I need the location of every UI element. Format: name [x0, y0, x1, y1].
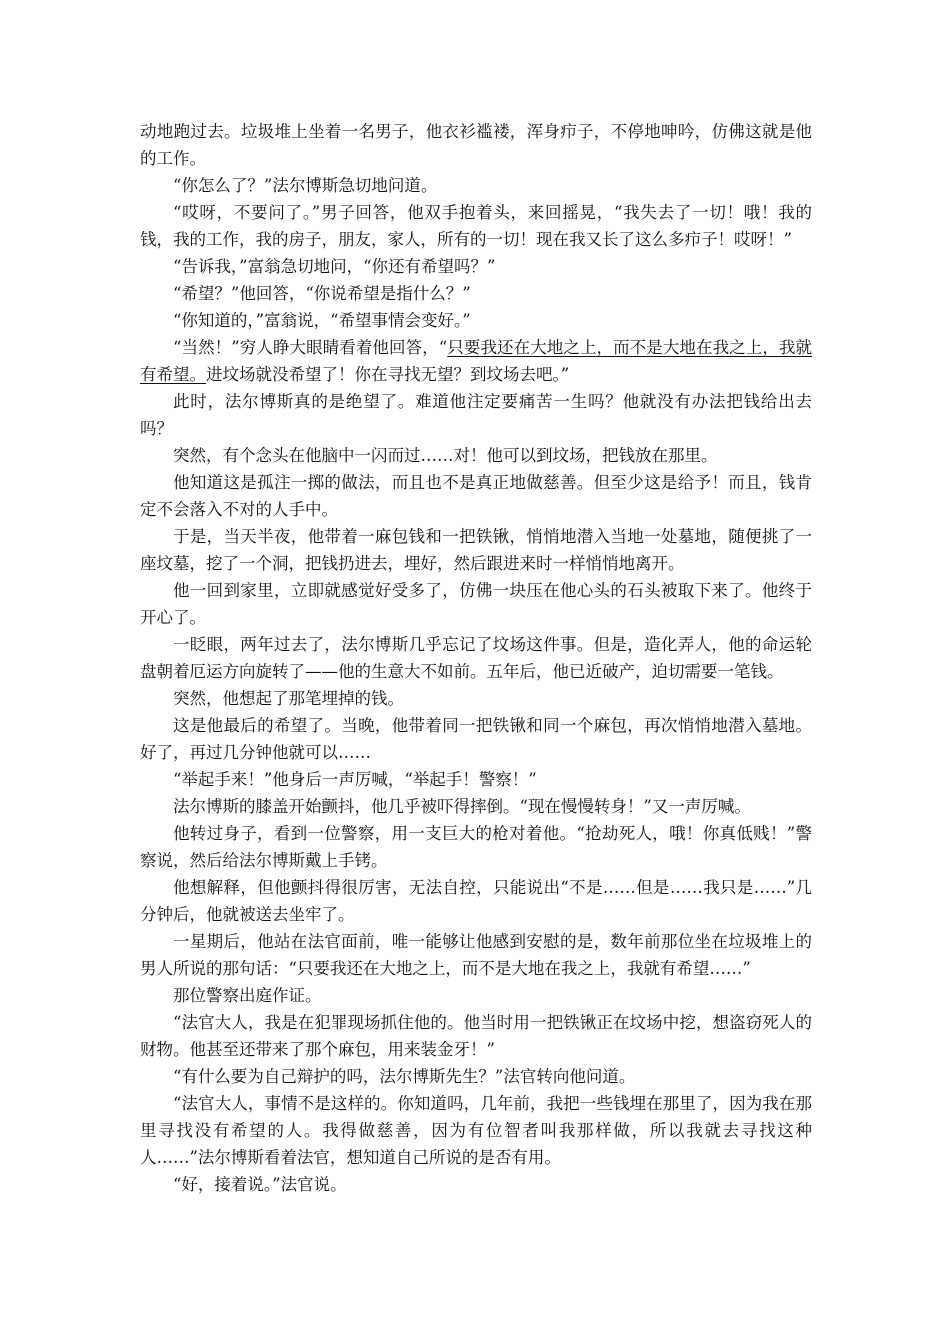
paragraph: “你怎么了？”法尔博斯急切地问道。: [173, 176, 438, 195]
paragraph: 此时，法尔博斯真的是绝望了。难道他注定要痛苦一生吗？他就没有办法把钱给出去吗？: [140, 392, 812, 438]
paragraph: 法尔博斯的膝盖开始颤抖，他几乎被吓得摔倒。“现在慢慢转身！”又一声厉喊。: [173, 797, 751, 816]
paragraph: 他一回到家里，立即就感觉好受多了，仿佛一块压在他心头的石头被取下来了。他终于开心了。: [140, 581, 812, 627]
paragraph: 一星期后，他站在法官面前，唯一能够让他感到安慰的是，数年前那位坐在垃圾堆上的男人所说的那句话：“只要我还在大地之上，而不是大地在我之上，我就有希望……”: [140, 932, 812, 978]
paragraph: 动地跑过去。垃圾堆上坐着一名男子，他衣衫褴褛，浑身疖子，不停地呻吟，仿佛这就是他的工作。: [140, 122, 812, 168]
paragraph: 那位警察出庭作证。: [173, 986, 322, 1005]
paragraph: 这是他最后的希望了。当晚，他带着同一把铁锹和同一个麻包，再次悄悄地潜入墓地。好了，再过几分钟他就可以……: [140, 716, 812, 762]
paragraph: “希望？”他回答，“你说希望是指什么？”: [173, 284, 471, 303]
paragraph: 他知道这是孤注一掷的做法，而且也不是真正地做慈善。但至少这是给予！而且，钱肯定不会落入不对的人手中。: [140, 473, 812, 519]
paragraph: 突然，有个念头在他脑中一闪而过……对！他可以到坟场，把钱放在那里。: [173, 446, 718, 465]
paragraph: “法官大人，我是在犯罪现场抓住他的。他当时用一把铁锹正在坟场中挖，想盗窃死人的财物。他甚至还带来了那个麻包，用来装金牙！”: [140, 1013, 812, 1059]
paragraph: 于是，当天半夜，他带着一麻包钱和一把铁锹，悄悄地潜入当地一处墓地，随便挑了一座坟墓，挖了一个洞，把钱扔进去，埋好，然后跟进来时一样悄悄地离开。: [140, 527, 812, 573]
paragraph-segment: 进坟场就没希望了！你在寻找无望？到坟场去吧。”: [206, 365, 570, 384]
paragraph: 他想解释，但他颤抖得很厉害，无法自控，只能说出“不是……但是……我只是……”几分钟后，他就被送去坐牢了。: [140, 878, 812, 924]
paragraph: 突然，他想起了那笔埋掉的钱。: [173, 689, 404, 708]
paragraph-segment: “当然！”穷人睁大眼睛看着他回答，“: [173, 338, 448, 357]
paragraph: “你知道的，”富翁说，“希望事情会变好。”: [173, 311, 471, 330]
paragraph: “告诉我，”富翁急切地问，“你还有希望吗？”: [173, 257, 496, 276]
underlined-sentence: 只要我还在大地之上，而不是大地在我之上，我就有希望。: [140, 338, 813, 384]
paragraph: “好，接着说。”法官说。: [173, 1175, 347, 1194]
story-text: [140, 118, 812, 1198]
paragraph: “举起手来！”他身后一声厉喊，“举起手！警察！”: [173, 770, 537, 789]
paragraph: 一眨眼，两年过去了，法尔博斯几乎忘记了坟场这件事。但是，造化弄人，他的命运轮盘朝着厄运方向旋转了——他的生意大不如前。五年后，他已近破产，迫切需要一笔钱。: [140, 635, 812, 681]
paragraph: 他转过身子，看到一位警察，用一支巨大的枪对着他。“抢劫死人，哦！你真低贱！”警察说，然后给法尔博斯戴上手铐。: [140, 824, 812, 870]
paragraph: “哎呀，不要问了。”男子回答，他双手抱着头，来回摇晃，“我失去了一切！哦！我的钱，我的工作，我的房子，朋友，家人，所有的一切！现在我又长了这么多疖子！哎呀！”: [140, 203, 812, 249]
paragraph: “法官大人，事情不是这样的。你知道吗，几年前，我把一些钱埋在那里了，因为我在那里寻找没有希望的人。我得做慈善，因为有位智者叫我那样做，所以我就去寻找这种人……”法尔博斯看着法官，想知道自己所说的是否有用。: [140, 1094, 812, 1167]
paragraph: “有什么要为自己辩护的吗，法尔博斯先生？”法官转向他问道。: [173, 1067, 636, 1086]
paragraph-with-underline: [140, 334, 812, 388]
